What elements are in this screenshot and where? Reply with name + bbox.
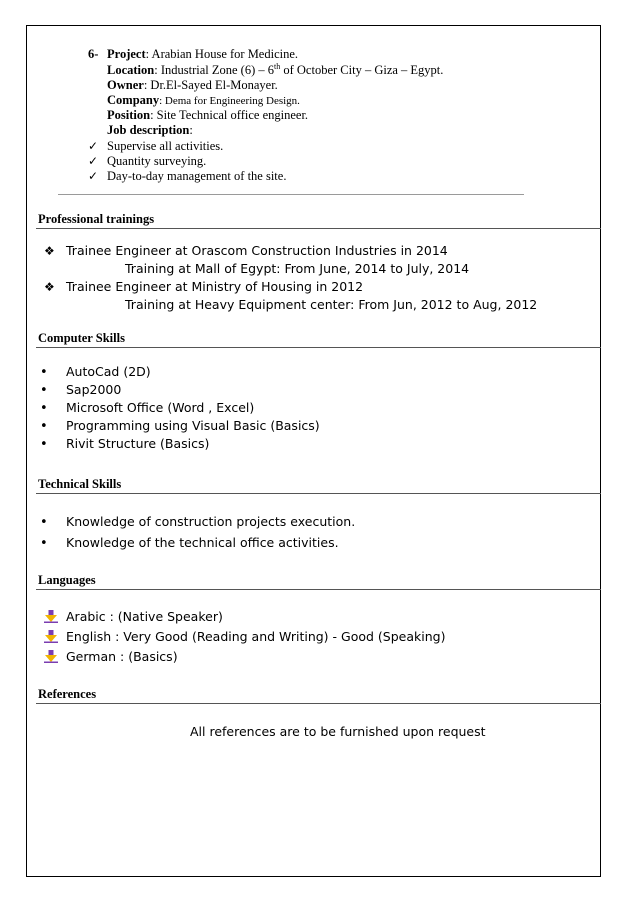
section-rule bbox=[36, 589, 601, 590]
language-text: Arabic : (Native Speaker) bbox=[66, 609, 223, 624]
references-text: All references are to be furnished upon request bbox=[190, 724, 486, 739]
duty-text: Day-to-day management of the site. bbox=[107, 169, 287, 183]
duty-text: Quantity surveying. bbox=[107, 154, 207, 168]
skill-text: Programming using Visual Basic (Basics) bbox=[66, 418, 320, 433]
down-arrow-bullet-icon bbox=[44, 650, 66, 666]
section-title-languages: Languages bbox=[38, 573, 96, 587]
job-label: Job description bbox=[107, 123, 190, 137]
section-title-technical-skills: Technical Skills bbox=[38, 477, 122, 491]
skill-item bbox=[40, 436, 209, 452]
project-number: 6- bbox=[88, 47, 99, 61]
duty-item bbox=[88, 139, 223, 154]
duty-item bbox=[88, 154, 206, 169]
checkmark-icon: ✓ bbox=[88, 169, 99, 183]
duty-item bbox=[88, 169, 286, 184]
section-rule bbox=[36, 493, 601, 494]
down-arrow-bullet-icon bbox=[44, 610, 66, 626]
language-text: English : Very Good (Reading and Writing) - Good (Speaking) bbox=[66, 629, 446, 644]
divider bbox=[58, 194, 524, 195]
skill-item bbox=[40, 400, 254, 416]
training-item bbox=[44, 243, 448, 258]
training-main: Trainee Engineer at Ministry of Housing in 2012 bbox=[66, 279, 364, 294]
checkmark-icon: ✓ bbox=[88, 154, 99, 168]
job-description-line bbox=[107, 123, 193, 138]
location-label: Location bbox=[107, 63, 155, 77]
training-main: Trainee Engineer at Orascom Construction Industries in 2014 bbox=[66, 243, 448, 258]
bullet-icon: • bbox=[40, 383, 48, 398]
bullet-icon: • bbox=[40, 515, 48, 530]
technical-text: Knowledge of the technical office activities. bbox=[66, 535, 339, 550]
company-line bbox=[107, 93, 300, 109]
language-item bbox=[44, 629, 445, 646]
owner-label: Owner bbox=[107, 78, 144, 92]
section-title-computer-skills: Computer Skills bbox=[38, 331, 125, 345]
bullet-icon: • bbox=[40, 365, 48, 380]
section-title-references: References bbox=[38, 687, 97, 701]
owner-value: : Dr.El-Sayed El-Monayer. bbox=[143, 78, 278, 92]
section-rule bbox=[36, 347, 601, 348]
diamond-bullet-icon: ❖ bbox=[44, 244, 55, 258]
section-rule bbox=[36, 228, 601, 229]
training-detail: Training at Heavy Equipment center: From Jun, 2012 to Aug, 2012 bbox=[125, 297, 538, 312]
owner-line bbox=[107, 78, 278, 93]
section-title-trainings: Professional trainings bbox=[38, 212, 155, 226]
bullet-icon: • bbox=[40, 419, 48, 434]
location-value-a: : Industrial Zone (6) – 6 bbox=[154, 63, 274, 77]
technical-item bbox=[40, 514, 355, 530]
skill-text: Microsoft Office (Word , Excel) bbox=[66, 400, 255, 415]
company-label: Company bbox=[107, 93, 160, 107]
language-item bbox=[44, 649, 178, 666]
language-item bbox=[44, 609, 223, 626]
section-rule bbox=[36, 703, 601, 704]
skill-text: Sap2000 bbox=[66, 382, 122, 397]
position-label: Position bbox=[107, 108, 151, 122]
project-line bbox=[107, 47, 298, 62]
checkmark-icon: ✓ bbox=[88, 139, 99, 153]
skill-text: Rivit Structure (Basics) bbox=[66, 436, 210, 451]
diamond-bullet-icon: ❖ bbox=[44, 280, 55, 294]
bullet-icon: • bbox=[40, 437, 48, 452]
technical-text: Knowledge of construction projects execution. bbox=[66, 514, 356, 529]
skill-item bbox=[40, 364, 151, 380]
location-sup: th bbox=[274, 61, 281, 71]
project-value: : Arabian House for Medicine. bbox=[145, 47, 299, 61]
skill-item bbox=[40, 418, 320, 434]
down-arrow-bullet-icon bbox=[44, 630, 66, 646]
position-line bbox=[107, 108, 308, 123]
training-detail: Training at Mall of Egypt: From June, 2014 to July, 2014 bbox=[125, 261, 470, 276]
location-line bbox=[107, 63, 443, 78]
bullet-icon: • bbox=[40, 401, 48, 416]
skill-item bbox=[40, 382, 121, 398]
technical-item bbox=[40, 535, 339, 551]
bullet-icon: • bbox=[40, 536, 48, 551]
location-value-b: of October City – Giza – Egypt. bbox=[280, 63, 444, 77]
training-item bbox=[44, 279, 363, 294]
company-value: : Dema for Engineering Design. bbox=[159, 95, 300, 107]
skill-text: AutoCad (2D) bbox=[66, 364, 151, 379]
project-label: Project bbox=[107, 47, 146, 61]
duty-text: Supervise all activities. bbox=[107, 139, 224, 153]
job-colon: : bbox=[189, 123, 193, 137]
language-text: German : (Basics) bbox=[66, 649, 178, 664]
position-value: : Site Technical office engineer. bbox=[150, 108, 309, 122]
